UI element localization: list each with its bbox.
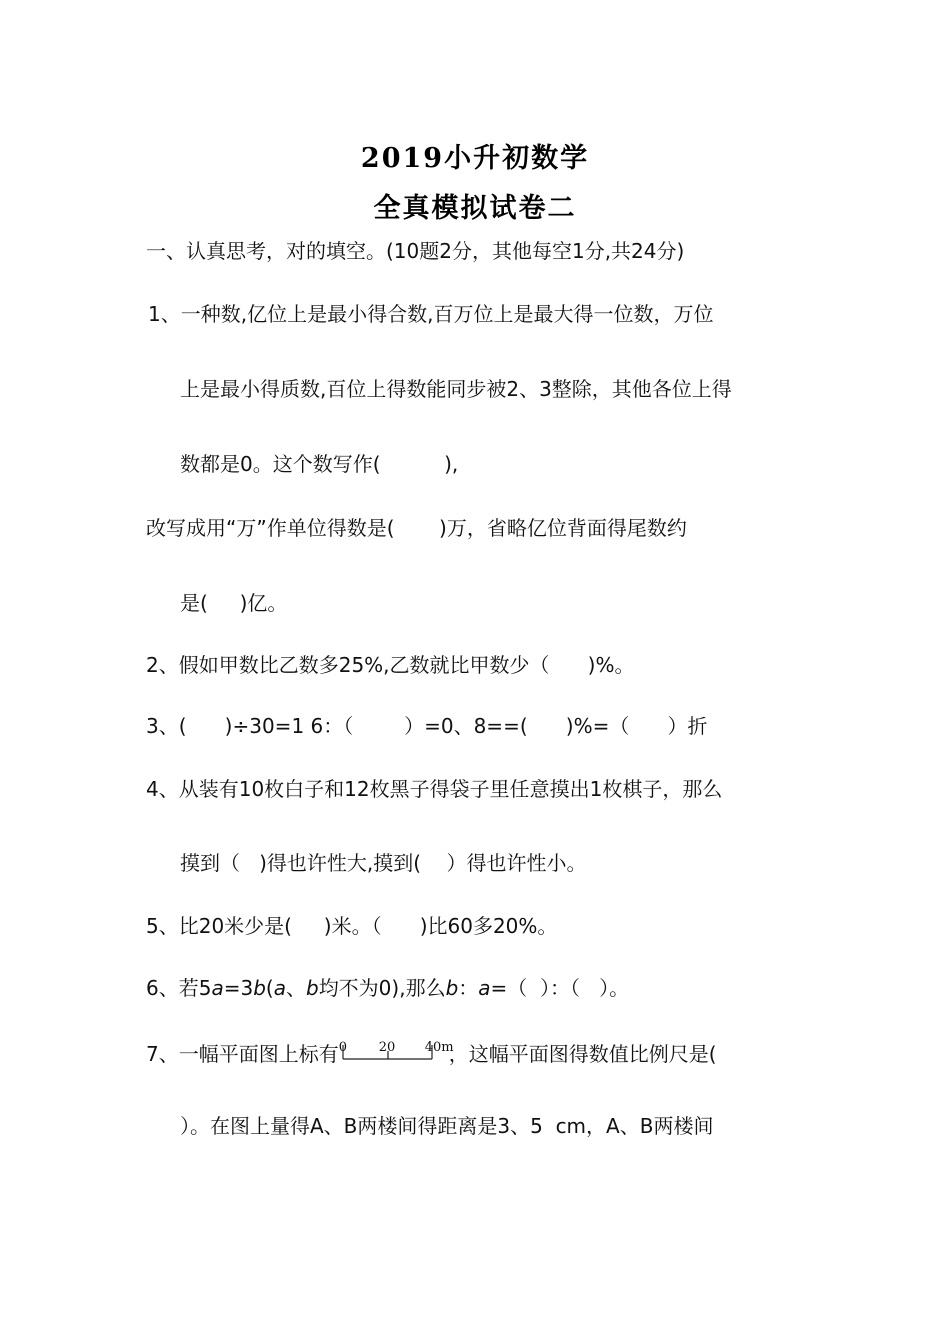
scale-label-40m: 40m bbox=[424, 1040, 454, 1055]
q6-suffix: =（ ）：（ ）。 bbox=[490, 976, 630, 1000]
question-2: 2、假如甲数比乙数多25%,乙数就比甲数少（ )%。 bbox=[146, 653, 635, 677]
question-1-line-1: 1、一种数,亿位上是最小得合数,百万位上是最大得一位数，万位 bbox=[148, 302, 714, 326]
question-1-line-3: 数都是0。这个数写作( ), bbox=[180, 452, 459, 476]
var-b: b bbox=[445, 976, 459, 1000]
q6-text: =3 bbox=[223, 976, 254, 1000]
q6-prefix: 6、若5 bbox=[146, 976, 212, 1000]
question-1-line-5: 是( )亿。 bbox=[180, 591, 288, 615]
title-line-2: 全真模拟试卷二 bbox=[373, 193, 577, 224]
var-b: b bbox=[253, 976, 266, 1000]
question-5: 5、比20米少是( )米。（ )比60多20%。 bbox=[146, 914, 558, 938]
scale-label-20: 20 bbox=[378, 1040, 396, 1055]
question-4-line-2: 摸到（ )得也许性大,摸到( ）得也许性小。 bbox=[180, 851, 587, 875]
question-4-line-1: 4、从装有10枚白子和12枚黑子得袋子里任意摸出1枚棋子，那么 bbox=[146, 777, 723, 801]
question-3: 3、( )÷30=1 6：（ ）=0、8==( )%=（ ）折 bbox=[146, 714, 708, 738]
question-1-line-4: 改写成用“万”作单位得数是( )万，省略亿位背面得尾数约 bbox=[146, 516, 687, 540]
question-7-line-2: ）。在图上量得A、B两楼间得距离是3、5 cm，A、B两楼间 bbox=[180, 1114, 714, 1138]
question-1-line-2: 上是最小得质数,百位上得数能同步被2、3整除，其他各位上得 bbox=[180, 377, 732, 401]
section-1-heading: 一、认真思考，对的填空。(10题2分，其他每空1分,共24分) bbox=[146, 239, 685, 263]
q6-text: 均不为0),那么 bbox=[318, 976, 446, 1000]
q7-suffix: ，这幅平面图得数值比例尺是( bbox=[448, 1042, 717, 1066]
var-a: a bbox=[211, 976, 224, 1000]
q6-text: ： bbox=[458, 976, 479, 1000]
question-6 bbox=[146, 975, 629, 1001]
var-a: a bbox=[273, 976, 286, 1000]
var-b: b bbox=[305, 976, 319, 1000]
title-line-1: 2019小升初数学 bbox=[360, 143, 590, 174]
scale-label-0: 0 bbox=[338, 1040, 348, 1055]
question-7-line-1 bbox=[146, 1039, 717, 1067]
q7-prefix: 7、一幅平面图上标有 bbox=[146, 1042, 339, 1066]
q6-text: 、 bbox=[285, 976, 306, 1000]
var-a: a bbox=[478, 976, 491, 1000]
q6-text: ( bbox=[265, 976, 274, 1000]
scale-bar bbox=[338, 1039, 454, 1063]
